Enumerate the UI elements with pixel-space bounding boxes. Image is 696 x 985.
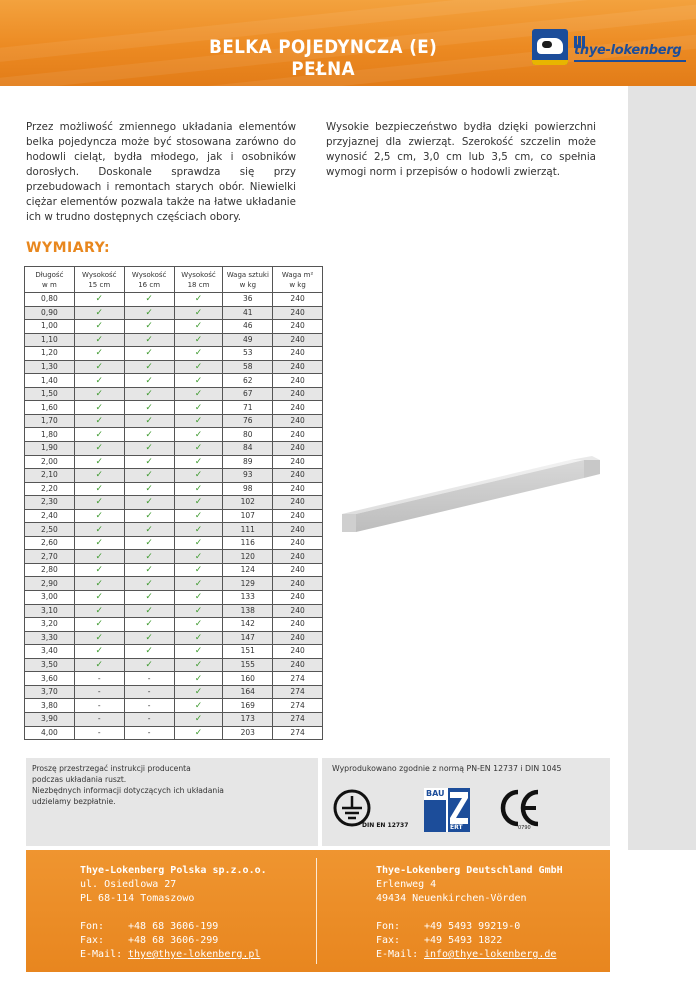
- table-cell: 240: [273, 523, 323, 537]
- table-cell: ✓: [124, 563, 174, 577]
- table-cell: ✓: [174, 374, 223, 388]
- table-cell: -: [124, 685, 174, 699]
- table-cell: ✓: [124, 306, 174, 320]
- table-row: [25, 482, 323, 496]
- table-cell: ✓: [124, 469, 174, 483]
- table-cell: 2,40: [25, 509, 75, 523]
- table-row: [25, 509, 323, 523]
- table-cell: 107: [223, 509, 273, 523]
- table-cell: 89: [223, 455, 273, 469]
- table-cell: ✓: [174, 333, 223, 347]
- table-cell: 62: [223, 374, 273, 388]
- table-cell: ✓: [124, 482, 174, 496]
- table-cell: ✓: [74, 496, 124, 510]
- table-cell: ✓: [74, 523, 124, 537]
- page-title: BELKA POJEDYNCZA (E) PEŁNA: [209, 36, 438, 80]
- table-cell: ✓: [124, 374, 174, 388]
- table-cell: ✓: [174, 509, 223, 523]
- table-row: [25, 414, 323, 428]
- table-cell: ✓: [124, 455, 174, 469]
- table-cell: 80: [223, 428, 273, 442]
- table-cell: 240: [273, 550, 323, 564]
- table-cell: ✓: [174, 645, 223, 659]
- table-cell: 2,00: [25, 455, 75, 469]
- table-cell: 240: [273, 387, 323, 401]
- table-cell: 3,00: [25, 591, 75, 605]
- table-cell: ✓: [124, 320, 174, 334]
- table-cell: 1,10: [25, 333, 75, 347]
- table-cell: ✓: [74, 306, 124, 320]
- table-row: [25, 726, 323, 740]
- table-cell: ✓: [124, 442, 174, 456]
- table-cell: -: [74, 699, 124, 713]
- table-cell: ✓: [74, 658, 124, 672]
- table-cell: ✓: [174, 482, 223, 496]
- table-cell: ✓: [74, 536, 124, 550]
- table-cell: -: [124, 712, 174, 726]
- table-row: [25, 591, 323, 605]
- table-cell: ✓: [74, 509, 124, 523]
- table-cell: 240: [273, 401, 323, 415]
- table-row: [25, 604, 323, 618]
- table-cell: ✓: [74, 347, 124, 361]
- table-cell: 0,90: [25, 306, 75, 320]
- table-row: [25, 550, 323, 564]
- table-cell: ✓: [124, 591, 174, 605]
- table-cell: -: [74, 672, 124, 686]
- table-cell: ✓: [174, 414, 223, 428]
- table-cell: 93: [223, 469, 273, 483]
- table-cell: ✓: [174, 591, 223, 605]
- page-header: [0, 0, 696, 86]
- table-row: [25, 347, 323, 361]
- table-cell: 240: [273, 658, 323, 672]
- street: Erlenweg 4: [376, 879, 437, 890]
- city: PL 68-114 Tomaszowo: [80, 893, 195, 904]
- table-cell: 274: [273, 712, 323, 726]
- company-logo: [532, 29, 688, 65]
- table-cell: 1,40: [25, 374, 75, 388]
- table-cell: ✓: [74, 333, 124, 347]
- table-cell: 155: [223, 658, 273, 672]
- zert-label: ERT: [450, 824, 463, 831]
- table-cell: -: [124, 699, 174, 713]
- table-cell: ✓: [124, 577, 174, 591]
- table-cell: ✓: [124, 401, 174, 415]
- table-cell: ✓: [124, 387, 174, 401]
- table-cell: ✓: [74, 387, 124, 401]
- table-cell: 2,80: [25, 563, 75, 577]
- footer-divider: [316, 858, 317, 964]
- table-cell: ✓: [124, 428, 174, 442]
- table-cell: 3,90: [25, 712, 75, 726]
- table-cell: ✓: [174, 712, 223, 726]
- table-cell: ✓: [124, 414, 174, 428]
- contact-poland: [80, 864, 267, 962]
- header-weight-piece: Waga sztuki w kg: [223, 267, 273, 293]
- table-cell: 2,10: [25, 469, 75, 483]
- table-cell: ✓: [174, 726, 223, 740]
- table-cell: ✓: [74, 591, 124, 605]
- fax-row: Fax: +48 68 3606-299: [80, 935, 219, 946]
- table-cell: 240: [273, 469, 323, 483]
- table-cell: 240: [273, 320, 323, 334]
- table-cell: ✓: [124, 631, 174, 645]
- table-cell: 160: [223, 672, 273, 686]
- logo-text: thye-lokenberg: [574, 43, 682, 58]
- table-cell: 2,60: [25, 536, 75, 550]
- table-cell: ✓: [124, 658, 174, 672]
- table-cell: 3,30: [25, 631, 75, 645]
- ce-mark-icon: [498, 786, 542, 830]
- table-cell: 274: [273, 685, 323, 699]
- header-height-15: Wysokość 15 cm: [74, 267, 124, 293]
- table-cell: 1,20: [25, 347, 75, 361]
- table-row: [25, 563, 323, 577]
- table-cell: ✓: [74, 320, 124, 334]
- intro-paragraph-left: Przez możliwość zmiennego układania elementów belka pojedyncza może być stosowana zarówno do hodowli cieląt, bydła młodego, jak i osobników dorosłych. Doskonale sprawdza się przy przebudowach i remontach starych obór. Niewielki ciężar elementów pozwala także na łatwe układanie ich w trudno dostępnych częściach obory.: [26, 121, 296, 223]
- installation-notice: [26, 758, 318, 846]
- table-cell: ✓: [74, 455, 124, 469]
- table-cell: ✓: [124, 550, 174, 564]
- table-row: [25, 387, 323, 401]
- table-cell: ✓: [74, 414, 124, 428]
- table-cell: 240: [273, 496, 323, 510]
- table-cell: 84: [223, 442, 273, 456]
- table-cell: 102: [223, 496, 273, 510]
- table-cell: ✓: [174, 577, 223, 591]
- cow-logo-icon: [532, 29, 568, 65]
- table-cell: ✓: [124, 347, 174, 361]
- table-row: [25, 523, 323, 537]
- table-cell: 2,30: [25, 496, 75, 510]
- table-cell: 240: [273, 414, 323, 428]
- table-cell: ✓: [124, 645, 174, 659]
- table-cell: 240: [273, 482, 323, 496]
- beam-product-image: [336, 452, 606, 542]
- table-cell: 124: [223, 563, 273, 577]
- table-cell: ✓: [174, 469, 223, 483]
- table-row: [25, 333, 323, 347]
- table-cell: 4,00: [25, 726, 75, 740]
- table-cell: 151: [223, 645, 273, 659]
- table-cell: 240: [273, 631, 323, 645]
- logo-underline: [574, 60, 686, 62]
- table-cell: ✓: [174, 631, 223, 645]
- table-cell: ✓: [174, 401, 223, 415]
- table-cell: ✓: [74, 577, 124, 591]
- table-cell: 240: [273, 563, 323, 577]
- header-height-16: Wysokość 16 cm: [124, 267, 174, 293]
- table-cell: ✓: [174, 536, 223, 550]
- table-cell: 1,00: [25, 320, 75, 334]
- table-cell: 240: [273, 604, 323, 618]
- table-cell: 173: [223, 712, 273, 726]
- table-cell: ✓: [174, 455, 223, 469]
- table-row: [25, 618, 323, 632]
- table-cell: ✓: [74, 442, 124, 456]
- table-cell: 240: [273, 577, 323, 591]
- email-row: E-Mail: info@thye-lokenberg.de: [376, 949, 557, 960]
- notice-line: udzielamy bezpłatnie.: [32, 797, 116, 806]
- table-row: [25, 712, 323, 726]
- table-row: [25, 645, 323, 659]
- phone: +48 68 3606-199: [128, 921, 219, 932]
- table-cell: ✓: [74, 631, 124, 645]
- din-label: DIN EN 12737: [362, 822, 409, 829]
- table-cell: ✓: [74, 293, 124, 307]
- table-cell: 41: [223, 306, 273, 320]
- table-cell: 147: [223, 631, 273, 645]
- table-cell: ✓: [74, 401, 124, 415]
- table-cell: 120: [223, 550, 273, 564]
- norms-text: Wyprodukowano zgodnie z normą PN-EN 12737 i DIN 1045: [332, 764, 562, 773]
- table-row: [25, 455, 323, 469]
- table-cell: ✓: [74, 428, 124, 442]
- table-cell: -: [74, 685, 124, 699]
- table-cell: ✓: [174, 428, 223, 442]
- table-cell: 1,70: [25, 414, 75, 428]
- table-cell: 169: [223, 699, 273, 713]
- table-cell: ✓: [124, 618, 174, 632]
- table-row: [25, 401, 323, 415]
- table-cell: 203: [223, 726, 273, 740]
- table-cell: ✓: [74, 374, 124, 388]
- company-name: Thye-Lokenberg Deutschland GmbH: [376, 865, 563, 876]
- phone: +49 5493 99219-0: [424, 921, 521, 932]
- table-cell: 2,70: [25, 550, 75, 564]
- table-cell: ✓: [174, 320, 223, 334]
- email-link[interactable]: info@thye-lokenberg.de: [424, 949, 557, 960]
- table-cell: ✓: [174, 496, 223, 510]
- table-cell: ✓: [174, 685, 223, 699]
- table-cell: ✓: [174, 699, 223, 713]
- email-row: E-Mail: thye@thye-lokenberg.pl: [80, 949, 261, 960]
- table-cell: 133: [223, 591, 273, 605]
- table-cell: 240: [273, 293, 323, 307]
- table-cell: 142: [223, 618, 273, 632]
- table-cell: -: [124, 726, 174, 740]
- norms-box: [322, 758, 610, 846]
- dimensions-heading: WYMIARY:: [26, 240, 111, 256]
- table-cell: 3,60: [25, 672, 75, 686]
- table-cell: 3,70: [25, 685, 75, 699]
- table-cell: ✓: [174, 672, 223, 686]
- header-height-18: Wysokość 18 cm: [174, 267, 223, 293]
- table-header-row: [25, 267, 323, 293]
- notice-line: Niezbędnych informacji dotyczących ich układania: [32, 786, 224, 795]
- table-row: [25, 442, 323, 456]
- table-cell: -: [74, 726, 124, 740]
- table-cell: 3,80: [25, 699, 75, 713]
- table-cell: 1,90: [25, 442, 75, 456]
- table-cell: 240: [273, 442, 323, 456]
- table-cell: ✓: [74, 618, 124, 632]
- table-cell: ✓: [74, 360, 124, 374]
- notice-line: Proszę przestrzegać instrukcji producenta: [32, 764, 191, 773]
- header-length: Długość w m: [25, 267, 75, 293]
- table-cell: ✓: [124, 360, 174, 374]
- table-cell: ✓: [174, 293, 223, 307]
- table-cell: 240: [273, 536, 323, 550]
- table-cell: ✓: [174, 387, 223, 401]
- table-cell: 240: [273, 509, 323, 523]
- table-cell: ✓: [174, 306, 223, 320]
- header-weight-m2: Waga m² w kg: [273, 267, 323, 293]
- table-cell: 240: [273, 360, 323, 374]
- notice-line: podczas układania ruszt.: [32, 775, 127, 784]
- table-cell: ✓: [124, 604, 174, 618]
- table-cell: ✓: [124, 509, 174, 523]
- table-cell: 274: [273, 699, 323, 713]
- table-cell: ✓: [174, 658, 223, 672]
- ce-number: 0790: [518, 825, 531, 831]
- table-cell: 58: [223, 360, 273, 374]
- table-cell: 1,30: [25, 360, 75, 374]
- side-column: [628, 86, 696, 850]
- table-cell: ✓: [174, 563, 223, 577]
- table-row: [25, 374, 323, 388]
- table-cell: 46: [223, 320, 273, 334]
- table-row: [25, 577, 323, 591]
- intro-paragraph-right: Wysokie bezpieczeństwo bydła dzięki powierzchni przyjaznej dla zwierząt. Szerokość szczelin może wynosić 2,5 cm, 3,0 cm lub 3,5 cm, co spełnia wymogi norm i przepisów o hodowli zwierząt.: [326, 121, 596, 178]
- table-cell: 111: [223, 523, 273, 537]
- table-cell: 1,80: [25, 428, 75, 442]
- table-row: [25, 699, 323, 713]
- table-row: [25, 496, 323, 510]
- dimensions-table: [24, 266, 323, 740]
- table-cell: 240: [273, 374, 323, 388]
- table-cell: ✓: [174, 523, 223, 537]
- table-row: [25, 672, 323, 686]
- phone-row: Fon: +48 68 3606-199: [80, 921, 219, 932]
- table-cell: 240: [273, 618, 323, 632]
- table-cell: 0,80: [25, 293, 75, 307]
- table-cell: ✓: [174, 604, 223, 618]
- phone-row: Fon: +49 5493 99219-0: [376, 921, 521, 932]
- table-cell: 274: [273, 726, 323, 740]
- table-cell: 71: [223, 401, 273, 415]
- table-cell: 129: [223, 577, 273, 591]
- table-cell: 116: [223, 536, 273, 550]
- table-cell: 2,20: [25, 482, 75, 496]
- table-cell: 240: [273, 428, 323, 442]
- table-cell: ✓: [74, 645, 124, 659]
- table-cell: ✓: [174, 550, 223, 564]
- table-cell: 138: [223, 604, 273, 618]
- table-cell: 240: [273, 347, 323, 361]
- table-row: [25, 685, 323, 699]
- table-cell: ✓: [124, 523, 174, 537]
- table-cell: ✓: [74, 469, 124, 483]
- company-name: Thye-Lokenberg Polska sp.z.o.o.: [80, 865, 267, 876]
- table-row: [25, 320, 323, 334]
- table-cell: ✓: [74, 550, 124, 564]
- table-row: [25, 428, 323, 442]
- table-cell: 3,20: [25, 618, 75, 632]
- table-cell: ✓: [74, 482, 124, 496]
- table-row: [25, 360, 323, 374]
- table-cell: ✓: [174, 442, 223, 456]
- table-cell: ✓: [174, 618, 223, 632]
- table-cell: 36: [223, 293, 273, 307]
- table-row: [25, 536, 323, 550]
- table-cell: 3,50: [25, 658, 75, 672]
- table-cell: 1,50: [25, 387, 75, 401]
- table-cell: ✓: [124, 536, 174, 550]
- table-row: [25, 658, 323, 672]
- fax-row: Fax: +49 5493 1822: [376, 935, 503, 946]
- fax: +48 68 3606-299: [128, 935, 219, 946]
- table-cell: 3,40: [25, 645, 75, 659]
- street: ul. Osiedlowa 27: [80, 879, 177, 890]
- table-row: [25, 469, 323, 483]
- table-cell: 240: [273, 455, 323, 469]
- table-cell: 164: [223, 685, 273, 699]
- bau-label: BAU: [426, 789, 445, 798]
- table-cell: 1,60: [25, 401, 75, 415]
- table-cell: 76: [223, 414, 273, 428]
- table-cell: ✓: [124, 496, 174, 510]
- table-cell: 67: [223, 387, 273, 401]
- table-cell: ✓: [174, 347, 223, 361]
- table-cell: 240: [273, 333, 323, 347]
- table-row: [25, 631, 323, 645]
- table-cell: ✓: [124, 333, 174, 347]
- table-cell: 274: [273, 672, 323, 686]
- table-cell: -: [124, 672, 174, 686]
- city: 49434 Neuenkirchen-Vörden: [376, 893, 527, 904]
- table-cell: 240: [273, 591, 323, 605]
- table-cell: 98: [223, 482, 273, 496]
- table-cell: ✓: [74, 563, 124, 577]
- table-cell: -: [74, 712, 124, 726]
- contact-footer: [26, 850, 610, 972]
- table-cell: 2,50: [25, 523, 75, 537]
- table-cell: ✓: [74, 604, 124, 618]
- email-link[interactable]: thye@thye-lokenberg.pl: [128, 949, 261, 960]
- table-cell: 49: [223, 333, 273, 347]
- table-row: [25, 306, 323, 320]
- table-cell: ✓: [124, 293, 174, 307]
- table-row: [25, 293, 323, 307]
- table-cell: ✓: [174, 360, 223, 374]
- contact-germany: [376, 864, 563, 962]
- table-cell: 53: [223, 347, 273, 361]
- table-cell: 2,90: [25, 577, 75, 591]
- table-cell: 240: [273, 306, 323, 320]
- table-cell: 240: [273, 645, 323, 659]
- fax: +49 5493 1822: [424, 935, 503, 946]
- table-cell: 3,10: [25, 604, 75, 618]
